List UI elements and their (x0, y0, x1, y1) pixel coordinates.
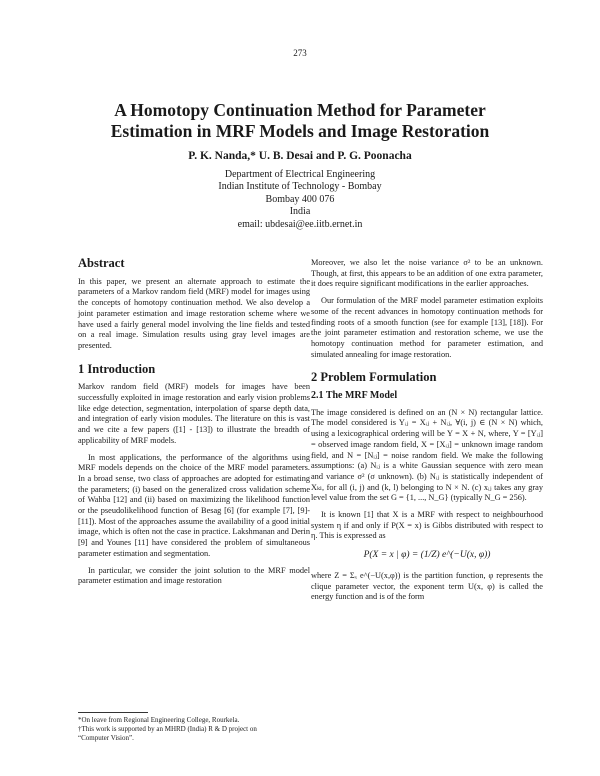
right-paragraph-3: The image considered is defined on an (N × N) rectangular lattice. The model considered is Yᵢⱼ = Xᵢⱼ + Nᵢⱼ, ∀(i, j) ∈ (N × N) which, using a lexicographical ordering will be Y = X + N, where, Y = [Yᵢⱼ] = observed image random field, X = [Xᵢⱼ] = unknown image random field, and N = [Nᵢⱼ] = noise random field. We make the following assumptions: (a) Nᵢⱼ is a white Gaussian sequence with zero mean and variance σ² (σ unknown). (b) Nᵢⱼ is statistically independent of Xₖₗ, for all (i, j) and (k, l) belonging to N × N. (c) xᵢⱼ takes any gray level value from the set G = {1, ..., N_G} (typically N_G = 256). (311, 407, 543, 503)
problem-formulation-heading: 2 Problem Formulation (311, 370, 437, 385)
footnote-rule (78, 712, 148, 713)
right-paragraph-4: It is known [1] that X is a MRF with respect to neighbourhood system η if and only if P(X = x) is Gibbs distributed with respect to η. This is expressed as (311, 510, 543, 541)
abstract-text: In this paper, we present an alternate approach to estimate the parameters of a Markov random field (MRF) model for images using the concepts of homotopy continuation method. We also develop a joint parameter estimation and image restoration scheme where we have used a fairly general model involving the line fields and tested on a real image. Simulation results using gray level images are presented. (78, 276, 310, 350)
right-paragraph-1: Moreover, we also let the noise variance σ² to be an unknown. Though, at first, this appears to be an addition of one extra parameter, it does require significant modifications in the earlier approaches. (311, 258, 543, 289)
footnote-1: *On leave from Regional Engineering College, Rourkela. (78, 716, 240, 724)
authors: P. K. Nanda,* U. B. Desai and P. G. Poonacha (188, 150, 412, 162)
title-line-1: A Homotopy Continuation Method for Parameter (114, 100, 486, 120)
footnotes (78, 712, 310, 743)
affiliation-dept: Department of Electrical Engineering (224, 169, 376, 180)
abstract-heading: Abstract (78, 256, 125, 270)
affiliation (40, 169, 560, 231)
intro-paragraph-3: In particular, we consider the joint solution to the MRF model parameter estimation and image restoration (78, 565, 310, 586)
right-paragraph-2: Our formulation of the MRF model parameter estimation exploits some of the recent advances in homotopy continuation methods for finding roots of a smooth function (see for example [13], [18]). For the joint parameter estimation and restoration scheme, we use the homotopy continuation method for parameter estimation, and simulated annealing for image restoration. (311, 296, 543, 359)
affiliation-email: email: ubdesai@ee.iitb.ernet.in (237, 218, 363, 230)
footnote-3: “Computer Vision”. (78, 734, 134, 742)
page-number: 273 (293, 48, 307, 58)
mrf-model-heading: 2.1 The MRF Model (311, 390, 398, 402)
gibbs-equation: P(X = x | φ) = (1/Z) e^(−U(x, φ)) (363, 550, 491, 561)
left-column (78, 258, 310, 593)
affiliation-city: Bombay 400 076 (265, 193, 335, 205)
paper-title (40, 100, 560, 142)
intro-paragraph-1: Markov random field (MRF) models for images have been successfully exploited in image restoration and early vision problems like edge detection, segmentation, interpolation of sparse depth data, and integration of early vision modules. The literature on this is vast and we cite a few papers ([1] - [13]) to illustrate the breadth of applicability of MRF models. (78, 382, 310, 445)
right-column (311, 258, 543, 609)
title-line-2: Estimation in MRF Models and Image Restoration (110, 121, 490, 141)
footnote-2: †This work is supported by an MHRD (India) R & D project on (78, 725, 257, 733)
affiliation-country: India (289, 206, 311, 218)
affiliation-institute: Indian Institute of Technology - Bombay (218, 181, 382, 193)
introduction-heading: 1 Introduction (78, 361, 156, 376)
right-paragraph-5: where Z = Σₓ e^(−U(x,φ)) is the partition function, φ represents the clique parameter vector, the exponent term U(x, φ) is called the energy function and is of the form (311, 570, 543, 602)
intro-paragraph-2: In most applications, the performance of the algorithms using MRF models depends on the choice of the MRF model parameters. In a broad sense, two class of approaches are adopted for estimating the parameters; (i) based on the generalized cross validation scheme of Wahba [12] and (ii) based on maximizing the likelihood function or the pseudolikelihood function of Besag [6] (for example [7], [9]- [11]). Most of the approaches assume the availability of a good initial image, which is often not the case in practice. Lakshmanan and Derin [9] and Younes [11] have considered the problem of simultaneous parameter estimation and segmentation. (78, 452, 310, 558)
